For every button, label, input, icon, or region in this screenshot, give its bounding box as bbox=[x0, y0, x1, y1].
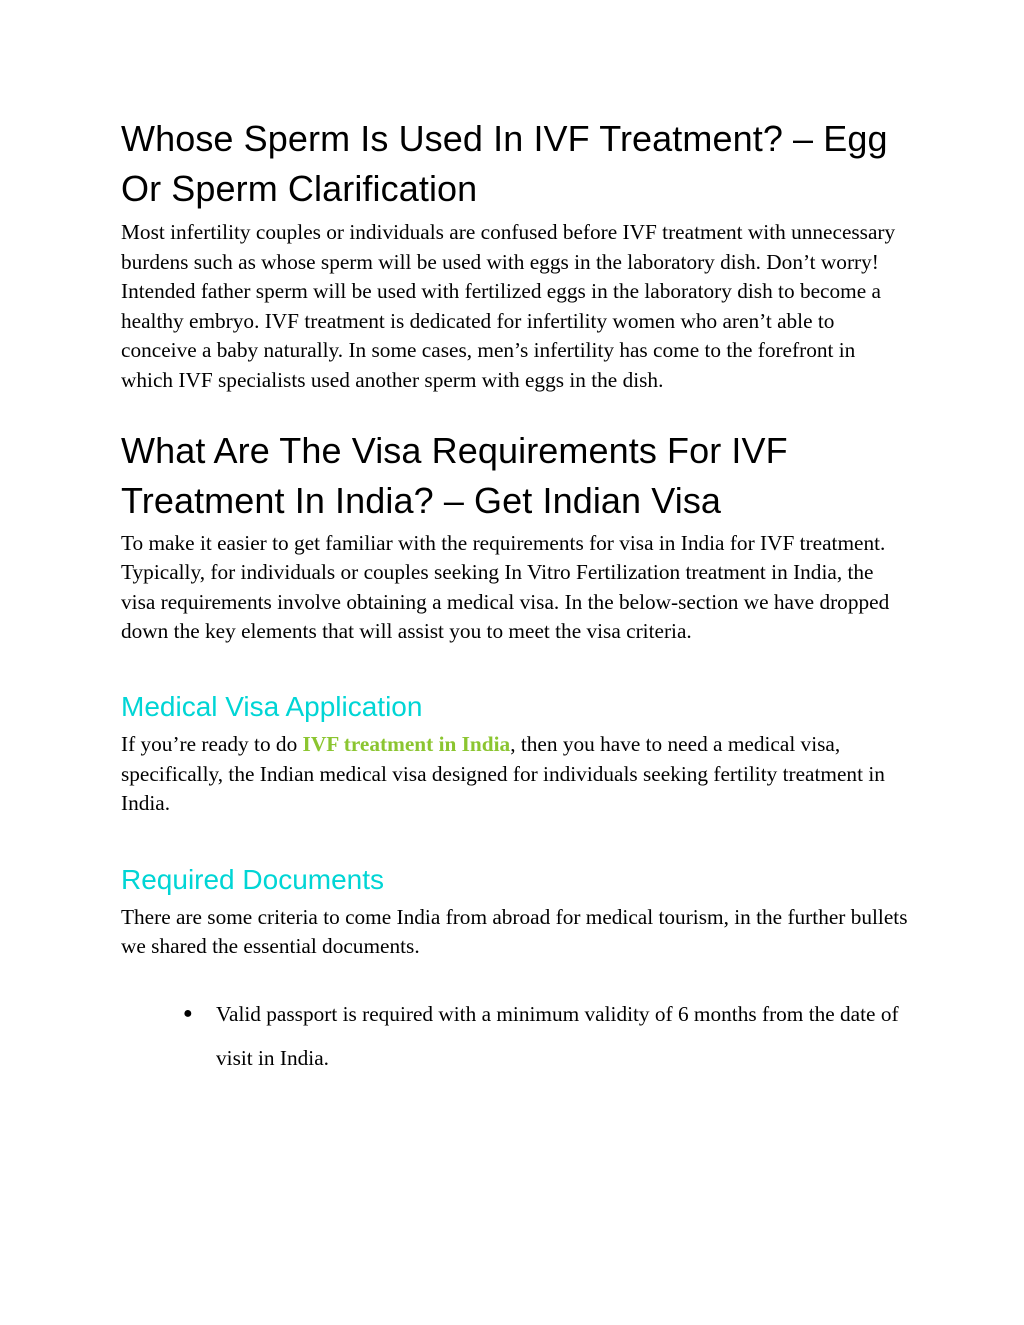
list-item bbox=[121, 992, 911, 1080]
subheading-required-documents: Required Documents bbox=[121, 863, 385, 895]
section-heading-visa: What Are The Visa Requirements For IVF Treatment In India? – Get Indian Visa bbox=[121, 429, 788, 521]
bullet-text: Valid passport is required with a minimum validity of 6 months from the date of visit in India. bbox=[216, 1001, 899, 1070]
documents-bullet-list bbox=[121, 992, 911, 1080]
ivf-treatment-india-link[interactable]: IVF treatment in India bbox=[302, 731, 511, 756]
medical-visa-paragraph bbox=[121, 730, 911, 819]
section-body-visa: To make it easier to get familiar with the requirements for visa in India for IVF treatment. Typically, for individuals or couples seeking In Vitro Fertilization treatment in India, the visa requirements involve obtaining a medical visa. In the below-section we have dropped down the key elements that will assist you to meet the visa criteria. bbox=[121, 530, 890, 644]
bullet-icon: ● bbox=[183, 1004, 193, 1022]
document-content bbox=[121, 114, 911, 1080]
section-heading-sperm: Whose Sperm Is Used In IVF Treatment? – Egg Or Sperm Clarification bbox=[121, 118, 888, 209]
medical-visa-text-after: , then you have to need a medical visa, specifically, the Indian medical visa designed for individuals seeking fertility treatment in India. bbox=[121, 731, 885, 816]
medical-visa-text-before: If you’re ready to do bbox=[121, 731, 303, 756]
subheading-medical-visa: Medical Visa Application bbox=[121, 690, 423, 722]
section-body-sperm: Most infertility couples or individuals are confused before IVF treatment with unnecessary burdens such as whose sperm will be used with eggs in the laboratory dish. Don’t worry! Intended father sperm will be used with fertilized eggs in the laboratory dish to become a healthy embryo. IVF treatment is dedicated for infertility women who aren’t able to conceive a baby naturally. In some cases, men’s infertility has come to the forefront in which IVF specialists used another sperm with eggs in the dish. bbox=[121, 220, 896, 392]
required-documents-intro: There are some criteria to come India from abroad for medical tourism, in the further bullets we shared the essential documents. bbox=[121, 904, 908, 959]
